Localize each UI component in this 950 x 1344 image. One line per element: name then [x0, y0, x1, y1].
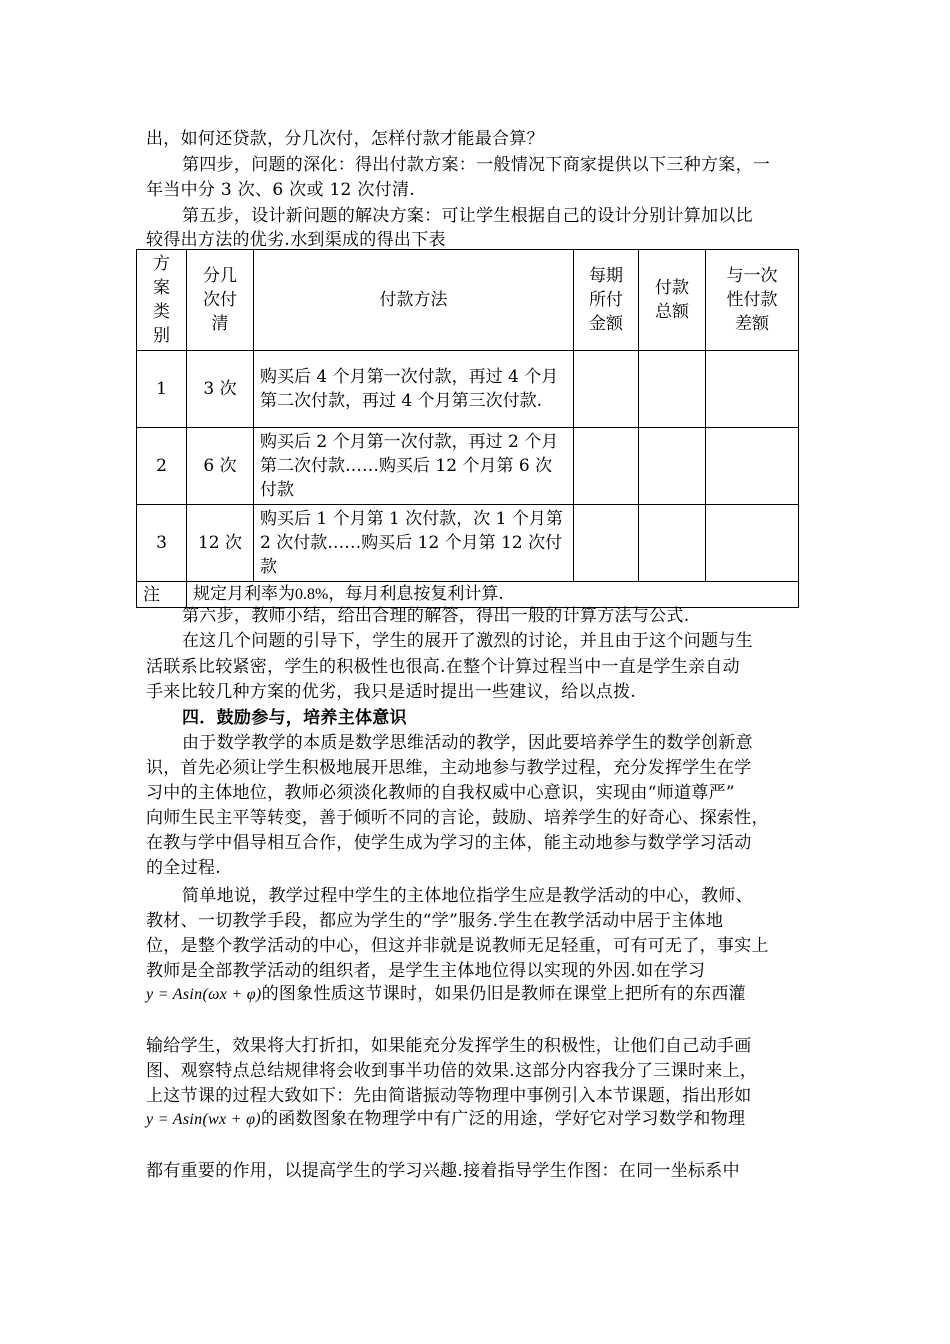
cell-per-payment — [574, 505, 639, 582]
text-line: 识，首先必须让学生积极地展开思维，主动地参与教学过程，充分发挥学生在学 — [146, 758, 752, 778]
text-line: 习中的主体地位，教师必须淡化教师的自我权威中心意识，实现由“师道尊严” — [146, 783, 735, 803]
text-line: 由于数学教学的本质是数学思维活动的教学，因此要培养学生的数学创新意 — [182, 733, 753, 753]
cell-total — [639, 428, 706, 505]
cell-difference — [706, 505, 799, 582]
cell-installments: 3 次 — [187, 351, 254, 428]
text-line: 第六步，教师小结，给出合理的解答，得出一般的计算方法与公式. — [182, 606, 690, 626]
text-line: 的全过程. — [146, 858, 221, 878]
text-line: 较得出方法的优劣.水到渠成的得出下表 — [146, 230, 446, 250]
text-span: 的图象性质这节课时，如果仍旧是教师在课堂上把所有的东西灌 — [261, 984, 746, 1004]
text-line: 第五步，设计新问题的解决方案：可让学生根据自己的设计分别计算加以比 — [182, 206, 753, 226]
text-line: 输给学生，效果将大打折扣，如果能充分发挥学生的积极性，让他们自己动手画 — [146, 1036, 752, 1056]
text-line: 手来比较几种方案的优劣，我只是适时提出一些建议，给以点拨. — [146, 682, 637, 702]
note-label: 注 — [137, 582, 187, 608]
text-line — [146, 1108, 745, 1131]
header-difference: 与一次 性付款 差额 — [706, 250, 799, 351]
note-suffix: ，每月利息按复利计算. — [328, 584, 504, 604]
header-installments: 分几 次付 清 — [187, 250, 254, 351]
text-line: 第四步，问题的深化：得出付款方案：一般情况下商家提供以下三种方案，一 — [182, 155, 771, 175]
text-line: 简单地说，教学过程中学生的主体地位指学生应是教学活动的中心，教师、 — [182, 886, 753, 906]
cell-per-payment — [574, 351, 639, 428]
header-payment-method: 付款方法 — [254, 250, 574, 351]
formula-sine: y = Asin(ωx + φ) — [146, 986, 262, 1003]
cell-plan-id: 1 — [137, 351, 187, 428]
note-prefix: 规定月利率为 — [193, 584, 295, 604]
section-heading: 四．鼓励参与，培养主体意识 — [182, 708, 407, 728]
text-line: 活联系比较紧密，学生的积极性也很高.在整个计算过程当中一直是学生亲自动 — [146, 657, 740, 677]
cell-installments: 6 次 — [187, 428, 254, 505]
header-per-payment: 每期 所付 金额 — [574, 250, 639, 351]
cell-total — [639, 505, 706, 582]
cell-difference — [706, 351, 799, 428]
text-line: 教材、一切教学手段，都应为学生的“学”服务.学生在教学活动中居于主体地 — [146, 911, 724, 931]
header-total: 付款 总额 — [639, 250, 706, 351]
cell-plan-id: 3 — [137, 505, 187, 582]
text-line: 教师是全部教学活动的组织者，是学生主体地位得以实现的外因.如在学习 — [146, 961, 706, 981]
cell-method: 购买后 1 个月第 1 次付款，次 1 个月第 2 次付款……购买后 12 个月第 12 次付款 — [254, 505, 574, 582]
table-row — [137, 428, 799, 505]
text-line: 在这几个问题的引导下，学生的展开了激烈的讨论，并且由于这个问题与生 — [182, 631, 753, 651]
table-row — [137, 505, 799, 582]
formula-sine: y = Asin(wx + φ) — [146, 1111, 261, 1128]
payment-plan-table — [136, 249, 799, 608]
text-line: 上这节课的过程大致如下：先由简谐振动等物理中事例引入本节课题，指出形如 — [146, 1086, 752, 1106]
header-plan-type: 方 案 类 别 — [137, 250, 187, 351]
cell-method: 购买后 2 个月第一次付款，再过 2 个月第二次付款……购买后 12 个月第 6 次付款 — [254, 428, 574, 505]
text-line — [146, 983, 746, 1006]
table-row — [137, 351, 799, 428]
cell-total — [639, 351, 706, 428]
cell-plan-id: 2 — [137, 428, 187, 505]
table-header-row — [137, 250, 799, 351]
cell-difference — [706, 428, 799, 505]
text-line: 年当中分 3 次、6 次或 12 次付清. — [146, 180, 415, 200]
text-line: 在教与学中倡导相互合作，使学生成为学习的主体，能主动地参与数学学习活动 — [146, 833, 752, 853]
cell-method: 购买后 4 个月第一次付款，再过 4 个月第二次付款，再过 4 个月第三次付款. — [254, 351, 574, 428]
table-note-row — [137, 582, 799, 608]
text-line: 都有重要的作用，以提高学生的学习兴趣.接着指导学生作图：在同一坐标系中 — [146, 1161, 740, 1181]
note-text — [187, 582, 799, 608]
text-line: 位，是整个教学活动的中心，但这并非就是说教师无足轻重，可有可无了，事实上 — [146, 936, 769, 956]
cell-per-payment — [574, 428, 639, 505]
interest-rate: 0.8% — [295, 586, 329, 603]
text-span: 的函数图象在物理学中有广泛的用途，学好它对学习数学和物理 — [260, 1109, 746, 1129]
text-line: 出，如何还贷款，分几次付，怎样付款才能最合算？ — [146, 129, 544, 149]
text-line: 图、观察特点总结规律将会收到事半功倍的效果.这部分内容我分了三课时来上， — [146, 1061, 758, 1081]
text-line: 向师生民主平等转变，善于倾听不同的言论，鼓励、培养学生的好奇心、探索性， — [146, 808, 769, 828]
cell-installments: 12 次 — [187, 505, 254, 582]
